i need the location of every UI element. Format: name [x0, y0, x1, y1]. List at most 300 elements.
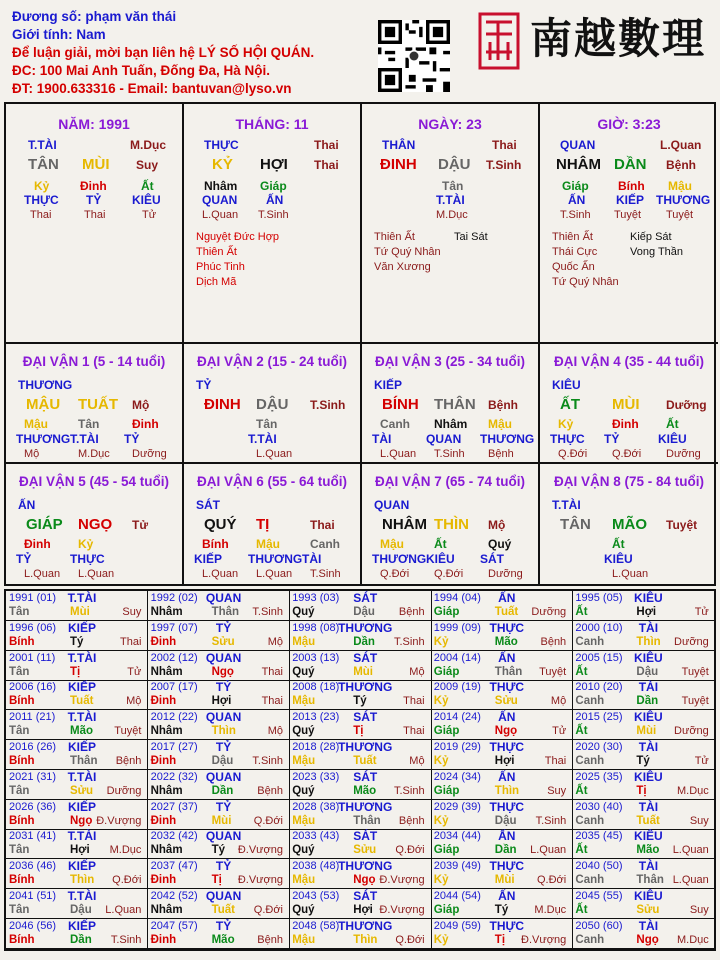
year-state: M.Dục — [677, 933, 709, 946]
year-god: KIÊU — [634, 650, 663, 665]
year-label: 2036 (46) — [9, 860, 57, 873]
hidden-god: QUAN — [202, 193, 238, 207]
year-cell — [431, 859, 573, 889]
year-god: QUAN — [205, 889, 242, 903]
pillar-stem: KỶ — [212, 156, 233, 173]
year-stem: Giáp — [433, 844, 460, 857]
dai-van-hidden-state: T.Sinh — [434, 448, 465, 460]
dai-van-cell — [362, 344, 540, 464]
year-state: Mộ — [267, 635, 283, 648]
year-god: KIẾP — [67, 859, 97, 874]
year-cell — [148, 770, 290, 800]
dai-van-hidden-stem: Tân — [256, 417, 278, 431]
year-god: TÀI — [638, 740, 659, 754]
year-stem: Ất — [575, 606, 588, 618]
year-god: THƯƠNG — [338, 859, 393, 874]
year-label: 2047 (57) — [150, 919, 198, 932]
year-label: 2022 (32) — [150, 770, 198, 783]
hidden-state: Thai — [84, 209, 106, 221]
year-god: THỰC — [489, 620, 525, 635]
year-branch: Hợi — [494, 755, 515, 767]
year-state: Suy — [689, 814, 709, 827]
hidden-state: T.Sinh — [560, 209, 591, 221]
dai-van-hidden-state: L.Quan — [380, 448, 417, 460]
year-stem: Kỷ — [433, 814, 449, 827]
dai-van-hidden-state: Dưỡng — [132, 448, 167, 460]
dai-van-hidden-stem: Đinh — [132, 417, 159, 431]
year-label: 2030 (40) — [575, 800, 623, 813]
year-cell — [148, 800, 290, 830]
year-god: ẤN — [498, 710, 516, 725]
year-branch: Tuất — [70, 695, 94, 708]
year-god: SÁT — [353, 650, 378, 665]
pillar-state: Thai — [314, 158, 339, 172]
dai-van-hidden-state: Q.Đới — [558, 448, 588, 460]
year-cell — [148, 889, 290, 919]
year-god: T.TÀI — [67, 889, 97, 903]
hidden-god: T.TÀI — [436, 193, 465, 207]
year-stem: Ất — [575, 665, 588, 678]
year-god: THỰC — [489, 740, 525, 754]
year-stem: Quý — [292, 665, 315, 678]
year-branch: Ngọ — [70, 814, 93, 827]
year-branch: Sửu — [353, 844, 377, 857]
year-branch: Hợi — [211, 695, 232, 708]
year-branch: Mùi — [211, 814, 232, 827]
year-stem: Tân — [9, 725, 30, 738]
year-cell — [572, 889, 714, 919]
pillar-top-right: Thai — [314, 138, 339, 152]
year-branch: Tý — [353, 695, 367, 708]
dai-van-title: ĐẠI VẬN 1 (5 - 14 tuổi) — [22, 354, 166, 369]
year-stem: Đinh — [150, 755, 177, 767]
dai-van-hidden-state: M.Dục — [78, 448, 110, 460]
year-label: 2024 (34) — [433, 770, 481, 783]
year-cell — [6, 889, 148, 919]
year-branch: Ngọ — [494, 725, 518, 738]
year-god: TỶ — [215, 859, 232, 874]
year-state: M.Dục — [534, 904, 567, 916]
year-cell — [431, 829, 573, 859]
year-label: 2026 (36) — [9, 800, 57, 813]
year-branch: Tý — [211, 844, 226, 857]
dai-van-cell — [540, 344, 718, 464]
hidden-god: THỰC — [24, 193, 59, 207]
year-state: L.Quan — [672, 844, 709, 857]
year-cell — [148, 680, 290, 710]
pillar-top-right: L.Quan — [660, 138, 702, 152]
hidden-god: TỶ — [86, 193, 102, 207]
year-branch: Ngọ — [636, 933, 659, 946]
year-cell — [289, 829, 431, 859]
year-stem: Canh — [575, 635, 605, 648]
year-state: Dưỡng — [531, 606, 567, 618]
dai-van-hidden-state: L.Quan — [202, 568, 239, 580]
pillar-top: T.TÀI — [28, 138, 57, 152]
year-god: ẤN — [498, 650, 516, 665]
year-label: 2039 (49) — [433, 860, 481, 873]
year-state: Q.Đới — [253, 814, 283, 827]
phone-email: ĐT: 1900.633316 - Email: bantuvan@lyso.vn — [12, 81, 292, 96]
dai-van-title: ĐẠI VẬN 4 (35 - 44 tuổi) — [553, 354, 705, 369]
year-state: Mộ — [267, 725, 283, 738]
dai-van-hidden-stem: Bính — [202, 537, 229, 551]
year-branch: Sửu — [494, 695, 518, 708]
year-state: Dưỡng — [674, 635, 709, 648]
dai-van-cell — [6, 464, 184, 584]
year-stem: Mậu — [292, 874, 316, 887]
year-stem: Kỷ — [433, 695, 449, 708]
year-state: T.Sinh — [110, 933, 142, 946]
year-branch: Tý — [70, 635, 84, 648]
dai-van-cell — [184, 464, 362, 584]
year-god: THƯƠNG — [338, 680, 393, 695]
dai-van-hidden-stem: Ất — [666, 417, 679, 431]
yearly-table — [4, 589, 716, 951]
year-stem: Canh — [575, 874, 605, 887]
year-cell — [572, 680, 714, 710]
star-item: Văn Xương — [374, 261, 431, 273]
year-branch: Mùi — [353, 665, 373, 678]
year-stem: Giáp — [433, 784, 460, 797]
year-cell — [6, 919, 148, 949]
year-stem: Quý — [292, 904, 315, 916]
dai-van-hidden-god: QUAN — [426, 432, 462, 446]
pillar-title: THÁNG: 11 — [235, 116, 309, 132]
year-god: QUAN — [205, 591, 242, 605]
hidden-state: L.Quan — [202, 209, 239, 221]
year-god: QUAN — [205, 769, 242, 784]
year-god: THỰC — [489, 799, 525, 814]
star-item: Thiên Ất — [552, 231, 593, 243]
dai-van-state: T.Sinh — [310, 398, 346, 412]
year-label: 2019 (29) — [433, 741, 481, 753]
year-stem: Mậu — [292, 933, 316, 946]
dai-van-hidden-state: Dưỡng — [666, 448, 701, 460]
dai-van-hidden-state: T.Sinh — [310, 568, 341, 580]
year-label: 1997 (07) — [150, 621, 198, 634]
hidden-stem: Giáp — [260, 179, 287, 193]
pillar-stem: ĐINH — [380, 156, 417, 173]
dai-van-hidden-god: THỰC — [550, 432, 585, 446]
dai-van-top: THƯƠNG — [18, 378, 73, 392]
year-label: 2002 (12) — [150, 651, 198, 664]
year-god: THƯƠNG — [338, 740, 393, 754]
star-item: Dịch Mã — [196, 276, 237, 288]
year-stem: Ất — [575, 904, 588, 916]
dai-van-stem: TÂN — [560, 516, 591, 533]
year-cell — [6, 591, 148, 621]
year-state: Tuyệt — [681, 695, 709, 708]
year-cell — [6, 770, 148, 800]
dai-van-hidden-state: L.Quan — [78, 568, 115, 580]
year-label: 1995 (05) — [575, 592, 623, 604]
year-label: 1994 (04) — [433, 592, 481, 604]
dai-van-hidden-god: TÀI — [302, 552, 322, 566]
dai-van-hidden-stem: Mậu — [256, 537, 280, 551]
year-label: 2005 (15) — [575, 651, 623, 664]
year-branch: Dần — [636, 695, 659, 708]
year-branch: Mão — [494, 635, 518, 648]
year-god: KIẾP — [67, 680, 97, 695]
year-god: TỶ — [215, 680, 232, 695]
pillar-year — [6, 104, 184, 344]
year-stem: Nhâm — [150, 844, 183, 857]
dai-van-cell — [362, 464, 540, 584]
year-state: Q.Đới — [536, 874, 567, 887]
year-branch: Dần — [494, 844, 517, 857]
year-stem: Mậu — [292, 635, 316, 648]
hidden-god: ẤN — [266, 193, 284, 207]
dai-van-hidden-stem: Đinh — [612, 417, 639, 431]
dai-van-branch: MÙI — [612, 396, 640, 413]
hidden-god: KIÊU — [132, 193, 161, 207]
star-item: Tứ Quý Nhân — [374, 246, 441, 258]
year-god: SÁT — [353, 591, 378, 605]
year-label: 2049 (59) — [433, 919, 481, 932]
pillar-title: NGÀY: 23 — [418, 116, 482, 132]
year-cell — [289, 800, 431, 830]
year-branch: Tuất — [211, 904, 236, 916]
pillar-top: QUAN — [560, 138, 596, 152]
year-cell — [572, 710, 714, 740]
year-cell — [148, 740, 290, 770]
year-state: T.Sinh — [394, 635, 425, 648]
year-label: 2028 (38) — [292, 800, 340, 813]
year-cell — [431, 591, 573, 621]
dai-van-hidden-state: L.Quan — [24, 568, 61, 580]
year-branch: Mùi — [494, 874, 515, 887]
year-label: 2008 (18) — [292, 681, 340, 694]
year-cell — [431, 889, 573, 919]
year-god: KIẾP — [67, 918, 97, 933]
year-cell — [289, 919, 431, 949]
year-label: 2011 (21) — [9, 711, 56, 724]
dai-van-stem: ĐINH — [204, 396, 241, 413]
year-god: ẤN — [498, 769, 516, 784]
year-state: Suy — [547, 784, 567, 797]
year-state: Mộ — [409, 755, 425, 767]
dai-van-state: Mộ — [132, 398, 150, 412]
year-label: 2034 (44) — [433, 830, 481, 843]
dai-van-hidden-god: KIẾP — [194, 552, 223, 566]
dai-van-hidden-state: Q.Đới — [434, 568, 464, 580]
year-branch: Mão — [70, 725, 93, 738]
dai-van-hidden-god: SÁT — [480, 552, 504, 566]
year-branch: Mão — [211, 933, 235, 946]
hidden-stem: Bính — [618, 179, 645, 193]
year-stem: Canh — [575, 814, 605, 827]
dai-van-hidden-god: KIÊU — [426, 552, 455, 566]
year-branch: Hợi — [70, 844, 90, 857]
dai-van-branch: THÌN — [434, 516, 469, 533]
year-state: Bệnh — [540, 635, 567, 648]
year-stem: Đinh — [150, 635, 177, 648]
year-branch: Mão — [353, 784, 377, 797]
dai-van-hidden-god: TỶ — [604, 432, 620, 446]
dai-van-hidden-state: Dưỡng — [488, 568, 523, 580]
year-branch: Thìn — [211, 725, 236, 738]
year-label: 2043 (53) — [292, 890, 340, 902]
year-cell — [431, 651, 573, 681]
year-label: 2009 (19) — [433, 681, 481, 694]
year-branch: Dậu — [636, 665, 659, 678]
year-label: 2035 (45) — [575, 830, 623, 843]
year-state: T.Sinh — [535, 814, 567, 827]
year-stem: Tân — [9, 606, 30, 618]
year-state: Bệnh — [398, 814, 425, 827]
year-stem: Ất — [575, 784, 588, 797]
dai-van-top: KIÊU — [552, 378, 581, 392]
hidden-stem: Ất — [141, 179, 154, 193]
pillar-branch: MÙI — [82, 156, 110, 173]
pillar-top: THỰC — [204, 138, 239, 152]
dai-van-top: T.TÀI — [552, 498, 581, 512]
year-god: TỶ — [215, 740, 232, 754]
hidden-stem: Giáp — [562, 179, 589, 193]
star-item: Quốc Ấn — [552, 261, 595, 273]
dai-van-hidden-stem: Canh — [310, 537, 340, 551]
hidden-state: T.Sinh — [258, 209, 289, 221]
year-state: Thai — [119, 635, 142, 648]
year-stem: Mậu — [292, 814, 316, 827]
year-god: T.TÀI — [67, 829, 97, 844]
dai-van-hidden-stem: Mậu — [380, 537, 404, 551]
year-label: 2006 (16) — [9, 681, 57, 694]
dai-van-branch: MÃO — [612, 516, 647, 533]
year-god: THỰC — [489, 680, 525, 695]
year-label: 2048 (58) — [292, 919, 340, 932]
year-god: TÀI — [638, 620, 659, 635]
year-branch: Tuất — [353, 755, 377, 767]
year-cell — [572, 859, 714, 889]
year-cell — [572, 651, 714, 681]
year-cell — [6, 651, 148, 681]
year-label: 2007 (17) — [150, 681, 198, 694]
year-state: Bệnh — [398, 606, 425, 618]
pillar-state: Bệnh — [666, 158, 696, 172]
year-branch: Thân — [70, 755, 98, 767]
dai-van-cell — [184, 344, 362, 464]
year-state: L.Quan — [672, 874, 709, 887]
year-stem: Bính — [9, 933, 35, 946]
year-god: THƯƠNG — [338, 620, 393, 635]
dai-van-hidden-state: Q.Đới — [380, 568, 410, 580]
year-cell — [148, 651, 290, 681]
year-branch: Dậu — [494, 814, 517, 827]
star-item: Tứ Quý Nhân — [552, 276, 619, 288]
year-branch: Tị — [636, 784, 647, 797]
year-state: Tử — [694, 606, 709, 618]
dai-van-branch: TỊ — [256, 516, 270, 533]
year-god: T.TÀI — [67, 710, 97, 725]
year-branch: Tị — [211, 874, 222, 887]
dai-van-hidden-state: L.Quan — [256, 448, 293, 460]
year-state: Mộ — [126, 695, 142, 708]
year-god: THỰC — [489, 859, 525, 874]
year-stem: Quý — [292, 844, 315, 857]
year-god: T.TÀI — [67, 650, 97, 665]
year-stem: Bính — [9, 874, 35, 887]
year-god: ẤN — [498, 591, 516, 605]
year-cell — [431, 770, 573, 800]
year-label: 2001 (11) — [9, 651, 56, 664]
year-branch: Dần — [70, 933, 92, 946]
year-state: Tuyệt — [539, 665, 567, 678]
year-stem: Giáp — [433, 725, 460, 738]
year-label: 2042 (52) — [150, 890, 198, 902]
pillar-stem: NHÂM — [556, 156, 601, 173]
dai-van-hidden-stem: Ất — [434, 537, 447, 551]
year-branch: Sửu — [70, 784, 94, 797]
year-stem: Ất — [575, 725, 588, 738]
year-cell — [148, 621, 290, 651]
dai-van-branch: DẬU — [256, 396, 289, 413]
star-item: Kiếp Sát — [630, 231, 672, 243]
year-branch: Hợi — [353, 904, 373, 916]
year-label: 2000 (10) — [575, 621, 623, 634]
year-label: 1996 (06) — [9, 621, 57, 634]
year-branch: Dậu — [353, 606, 375, 618]
dai-van-hidden-god: THƯƠNG — [16, 432, 71, 446]
year-branch: Hợi — [636, 606, 657, 618]
dai-van-hidden-god: THỰC — [70, 552, 105, 566]
year-label: 2015 (25) — [575, 711, 623, 724]
year-god: QUAN — [205, 829, 242, 844]
dai-van-branch: TUẤT — [78, 396, 118, 413]
year-god: KIÊU — [634, 889, 663, 903]
hidden-stem: Mậu — [668, 179, 692, 193]
year-label: 2014 (24) — [433, 711, 481, 724]
dai-van-stem: NHÂM — [382, 516, 427, 533]
year-state: L.Quan — [105, 904, 142, 916]
year-stem: Canh — [575, 755, 605, 767]
year-label: 2037 (47) — [150, 860, 198, 873]
hidden-god: THƯƠNG — [656, 193, 711, 207]
dai-van-cell — [6, 344, 184, 464]
dai-van-hidden-state: Bệnh — [488, 448, 514, 460]
year-cell — [572, 919, 714, 949]
year-god: THƯƠNG — [338, 918, 393, 933]
year-stem: Đinh — [150, 933, 177, 946]
year-label: 2041 (51) — [9, 890, 57, 902]
hidden-state: M.Dục — [436, 209, 468, 221]
dai-van-state: Thai — [310, 518, 335, 532]
year-god: KIẾP — [67, 620, 97, 635]
year-god: TÀI — [638, 799, 659, 814]
year-cell — [572, 621, 714, 651]
year-god: KIÊU — [634, 829, 663, 844]
year-cell — [431, 919, 573, 949]
year-label: 2038 (48) — [292, 860, 340, 873]
year-cell — [6, 740, 148, 770]
year-label: 2021 (31) — [9, 770, 57, 783]
year-cell — [6, 829, 148, 859]
year-label: 2010 (20) — [575, 681, 623, 694]
pillars-grid — [4, 102, 716, 586]
dai-van-hidden-state: Q.Đới — [612, 448, 642, 460]
dai-van-state: Tuyệt — [666, 518, 698, 532]
dai-van-hidden-god: TÀI — [372, 432, 392, 446]
dai-van-title: ĐẠI VẬN 8 (75 - 84 tuổi) — [553, 474, 705, 489]
year-cell — [431, 800, 573, 830]
qr-code-icon — [378, 20, 450, 92]
dai-van-hidden-god: THƯƠNG — [248, 552, 303, 566]
year-label: 2046 (56) — [9, 919, 57, 932]
year-god: TÀI — [638, 859, 659, 874]
hidden-state: Tuyệt — [666, 209, 694, 221]
year-branch: Dần — [211, 784, 234, 797]
